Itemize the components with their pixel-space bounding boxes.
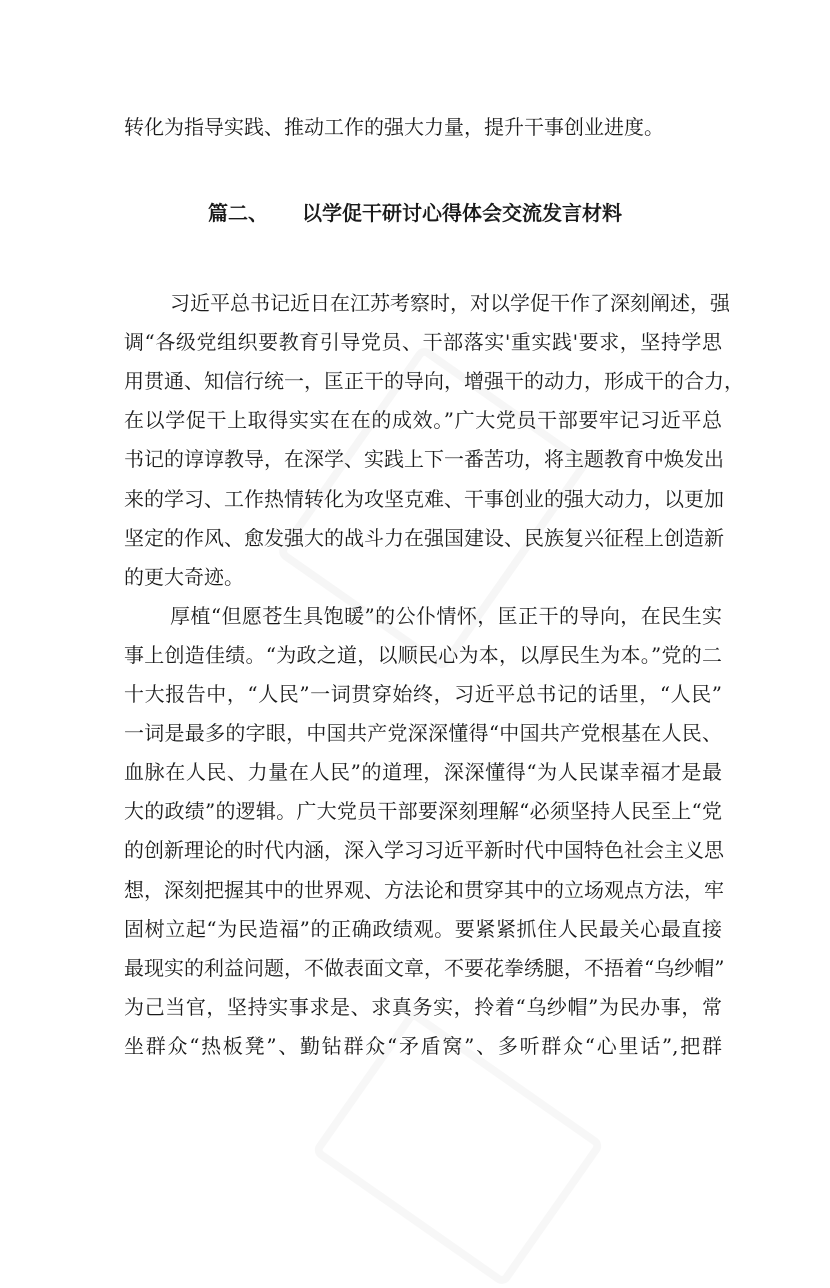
paragraph-line: 习近平总书记近日在江苏考察时，对以学促干作了深刻阐述，强 — [170, 291, 730, 315]
paragraph-line: 事上创造佳绩。“为政之道，以顺民心为本，以厚民生为本。”党的二 — [124, 642, 722, 667]
paragraph-line: 来的学习、工作热情转化为攻坚克难、干事创业的强大动力，以更加 — [124, 486, 724, 511]
paragraph-line: 大的政绩”的逻辑。广大党员干部要深刻理解“必须坚持人民至上“党 — [124, 799, 722, 824]
paragraph-line: 的创新理论的时代内涵，深入学习习近平新时代中国特色社会主义思 — [124, 838, 724, 863]
paragraph-line: 用贯通、知信行统一，匡正干的导向，增强干的动力，形成干的合力， — [124, 369, 744, 394]
paragraph-line: 血脉在人民、力量在人民”的道理，深深懂得“为人民谋幸福才是最 — [124, 760, 722, 785]
paragraph-line: 调“各级党组织要教育引导党员、干部落实'重实践'要求，坚持学思 — [124, 330, 722, 355]
heading-number: 篇二、 — [208, 201, 268, 225]
paragraph-line: 想，深刻把握其中的世界观、方法论和贯穿其中的立场观点方法，牢 — [124, 877, 724, 902]
paragraph-line: 坐群众“热板凳”、勤钻群众“矛盾窝”、多听群众“心里话”,把群 — [124, 1033, 722, 1058]
paragraph-line: 书记的谆谆教导，在深学、实践上下一番苦功，将主题教育中焕发出 — [124, 447, 724, 472]
paragraph-line: 固树立起“为民造福”的正确政绩观。要紧紧抓住人民最关心最直接 — [124, 916, 722, 941]
paragraph-line: 最现实的利益问题，不做表面文章，不要花拳绣腿，不捂着“乌纱帽” — [124, 955, 725, 980]
paragraph-line: 厚植“但愿苍生具饱暖”的公仆情怀，匡正干的导向，在民生实 — [170, 603, 722, 628]
paragraph-line: 十大报告中，“人民”一词贯穿始终，习近平总书记的话里，“人民” — [124, 682, 722, 706]
paragraph-line: 坚定的作风、愈发强大的战斗力在强国建设、民族复兴征程上创造新 — [124, 525, 724, 550]
intro-tail-text: 转化为指导实践、推动工作的强大力量，提升干事创业进度。 — [124, 115, 664, 139]
paragraph-line: 在以学促干上取得实实在在的成效。”广大党员干部要牢记习近平总 — [124, 408, 722, 433]
heading-text: 以学促干研讨心得体会交流发言材料 — [302, 201, 622, 225]
section-heading — [0, 200, 830, 226]
paragraph-line: 的更大奇迹。 — [124, 564, 244, 589]
paragraph-line: 一词是最多的字眼，中国共产党深深懂得“中国共产党根基在人民、 — [124, 721, 722, 746]
paragraph-line: 为己当官，坚持实事求是、求真务实，拎着“乌纱帽”为民办事，常 — [124, 994, 722, 1019]
